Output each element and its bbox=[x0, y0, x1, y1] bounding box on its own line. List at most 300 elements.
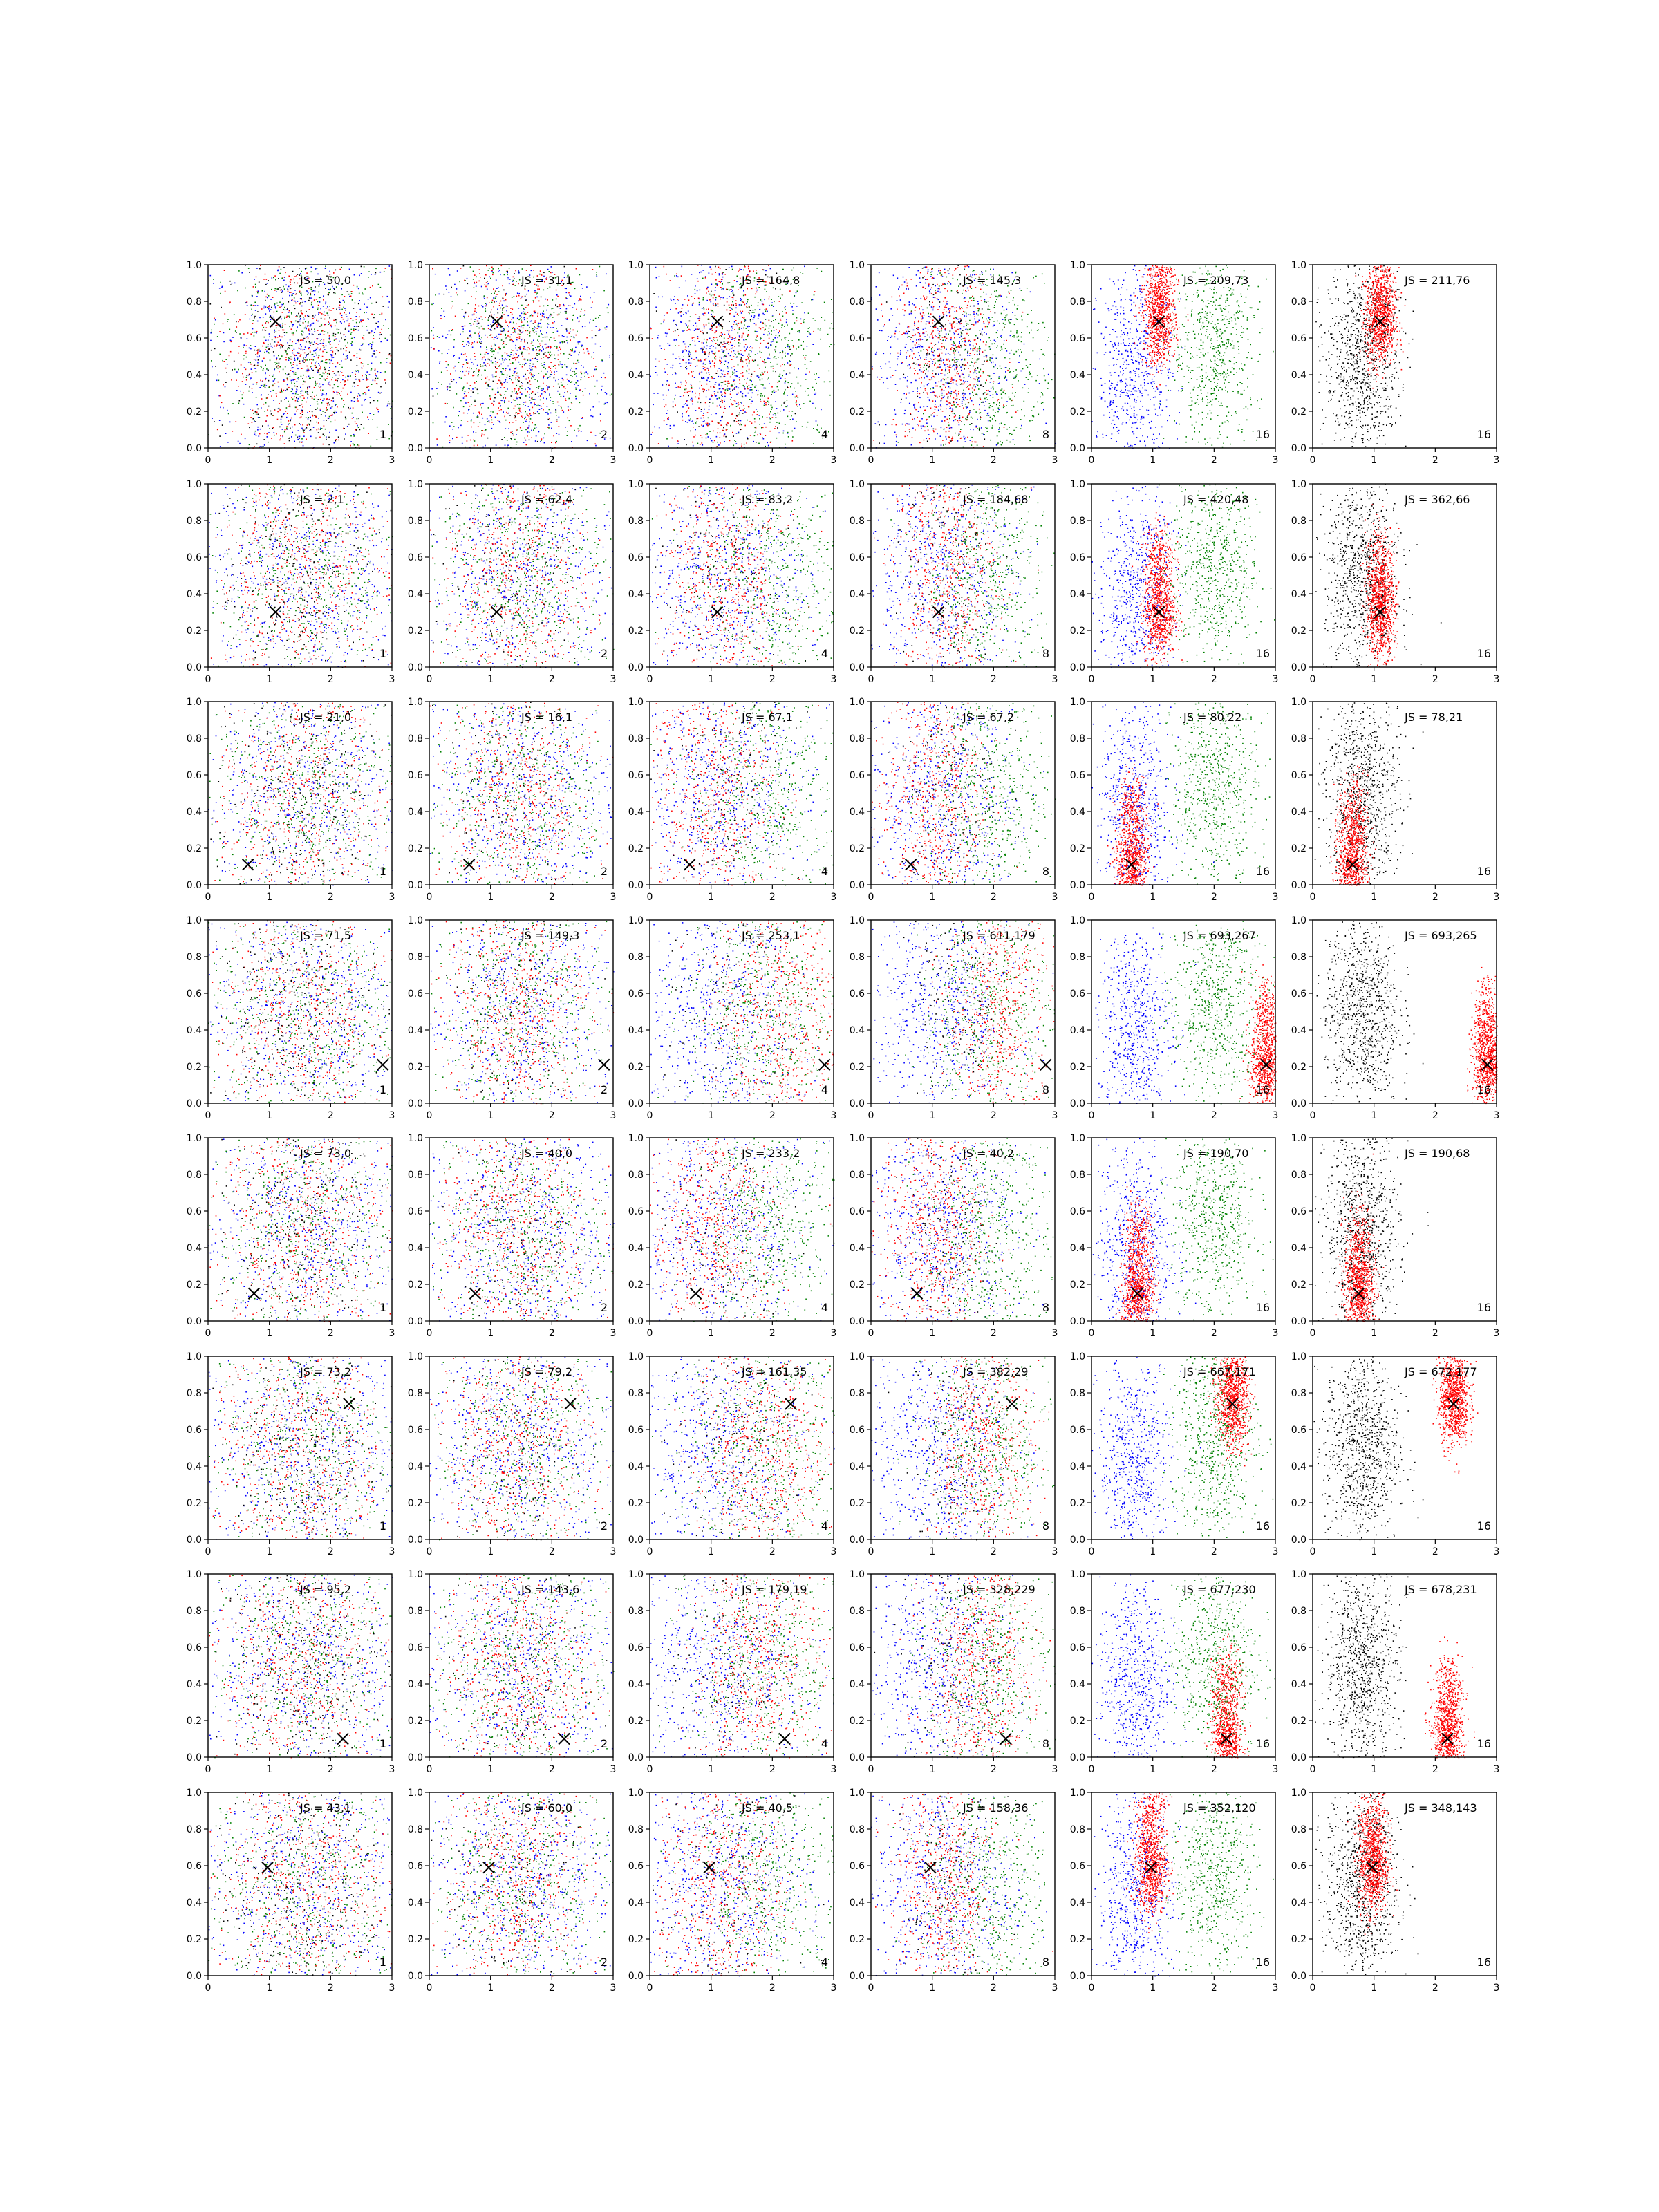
data-point bbox=[559, 417, 560, 418]
data-point bbox=[533, 270, 534, 271]
data-point bbox=[573, 363, 574, 364]
data-point bbox=[328, 418, 329, 419]
data-point bbox=[274, 369, 275, 371]
data-point bbox=[512, 284, 514, 285]
data-point bbox=[524, 438, 525, 439]
data-point bbox=[559, 362, 561, 363]
data-point bbox=[341, 309, 343, 310]
data-point bbox=[487, 353, 489, 355]
data-point bbox=[353, 330, 355, 332]
data-point bbox=[581, 377, 582, 378]
data-point bbox=[379, 393, 381, 394]
data-point bbox=[380, 362, 382, 364]
data-point bbox=[485, 370, 486, 371]
data-point bbox=[538, 336, 540, 337]
data-point bbox=[289, 440, 290, 442]
data-point bbox=[335, 430, 337, 431]
data-point bbox=[536, 427, 537, 428]
data-point bbox=[271, 395, 272, 397]
data-point bbox=[303, 384, 304, 385]
data-point bbox=[268, 370, 269, 371]
data-point bbox=[278, 278, 279, 279]
data-point bbox=[256, 384, 258, 385]
data-point bbox=[548, 424, 550, 426]
data-point bbox=[478, 393, 479, 395]
data-point bbox=[548, 352, 550, 353]
data-point bbox=[554, 371, 555, 373]
data-point bbox=[344, 321, 345, 323]
data-point bbox=[538, 413, 540, 415]
data-point bbox=[462, 437, 463, 438]
data-point bbox=[247, 301, 248, 303]
data-point bbox=[545, 348, 546, 349]
data-point bbox=[293, 362, 294, 363]
data-point bbox=[248, 423, 250, 424]
data-point bbox=[496, 294, 498, 295]
data-point bbox=[516, 442, 518, 443]
data-point bbox=[353, 320, 354, 321]
data-point bbox=[530, 360, 532, 362]
data-point bbox=[262, 346, 263, 347]
data-point bbox=[274, 362, 276, 363]
data-point bbox=[335, 440, 337, 442]
data-point bbox=[278, 382, 279, 383]
data-point bbox=[278, 355, 279, 357]
data-point bbox=[547, 319, 549, 320]
data-point bbox=[329, 306, 330, 307]
data-point bbox=[265, 373, 266, 375]
data-point bbox=[245, 438, 246, 440]
data-point bbox=[326, 362, 328, 364]
data-point bbox=[472, 315, 474, 316]
data-point bbox=[491, 334, 492, 335]
data-point bbox=[457, 270, 458, 272]
data-point bbox=[325, 268, 326, 269]
data-point bbox=[543, 438, 545, 439]
data-point bbox=[352, 372, 353, 373]
data-point bbox=[225, 368, 227, 369]
data-point bbox=[518, 355, 520, 357]
data-point bbox=[297, 409, 299, 410]
data-point bbox=[321, 343, 322, 344]
data-point bbox=[552, 299, 554, 301]
data-point bbox=[537, 326, 538, 327]
data-point bbox=[525, 299, 527, 301]
data-point bbox=[325, 415, 326, 417]
data-point bbox=[535, 320, 536, 321]
data-point bbox=[238, 270, 240, 272]
data-point bbox=[366, 379, 368, 381]
data-point bbox=[530, 415, 532, 416]
data-point bbox=[571, 350, 572, 352]
data-point bbox=[315, 365, 316, 366]
data-point bbox=[516, 434, 517, 435]
data-point bbox=[609, 357, 610, 358]
y-tick-label: 0.8 bbox=[187, 297, 202, 308]
data-point bbox=[495, 394, 496, 395]
data-point bbox=[590, 415, 592, 417]
data-point bbox=[305, 357, 306, 358]
data-point bbox=[311, 304, 312, 306]
data-point bbox=[256, 382, 258, 383]
data-point bbox=[343, 400, 344, 401]
data-point bbox=[529, 400, 531, 401]
data-point bbox=[512, 362, 514, 364]
data-point bbox=[315, 438, 317, 439]
data-point bbox=[313, 399, 315, 400]
data-point bbox=[257, 291, 259, 292]
data-point bbox=[600, 346, 601, 347]
data-point bbox=[366, 375, 367, 377]
data-point bbox=[486, 347, 487, 348]
data-point bbox=[513, 327, 514, 328]
data-point bbox=[359, 293, 360, 294]
data-point bbox=[461, 378, 462, 379]
data-point bbox=[523, 331, 524, 332]
data-point bbox=[565, 400, 567, 401]
data-point bbox=[552, 308, 553, 310]
data-point bbox=[232, 431, 234, 432]
data-point bbox=[460, 268, 462, 269]
data-point bbox=[491, 346, 492, 347]
data-point bbox=[371, 346, 373, 348]
data-point bbox=[262, 290, 263, 292]
data-point bbox=[479, 332, 480, 333]
data-point bbox=[291, 382, 292, 383]
data-point bbox=[328, 384, 329, 385]
data-point bbox=[489, 420, 490, 422]
data-point bbox=[335, 334, 337, 335]
data-point bbox=[359, 358, 361, 359]
data-point bbox=[473, 431, 474, 433]
data-point bbox=[294, 354, 295, 355]
data-point bbox=[463, 397, 465, 399]
data-point bbox=[521, 305, 523, 306]
data-point bbox=[523, 346, 525, 348]
data-point bbox=[496, 444, 497, 446]
data-point bbox=[325, 266, 326, 268]
data-point bbox=[356, 319, 357, 320]
data-point bbox=[303, 338, 305, 339]
data-point bbox=[525, 405, 526, 406]
data-point bbox=[353, 435, 355, 437]
data-point bbox=[285, 351, 287, 353]
data-point bbox=[485, 335, 486, 336]
data-point bbox=[494, 339, 495, 340]
data-point bbox=[250, 379, 251, 380]
data-point bbox=[480, 354, 482, 355]
data-point bbox=[325, 379, 326, 381]
data-point bbox=[379, 352, 381, 353]
data-point bbox=[510, 308, 512, 309]
data-point bbox=[498, 380, 500, 382]
data-point bbox=[249, 444, 250, 446]
data-point bbox=[509, 356, 511, 357]
data-point bbox=[371, 446, 372, 447]
data-point bbox=[541, 408, 543, 409]
data-point bbox=[571, 441, 572, 442]
data-point bbox=[506, 271, 507, 272]
data-point bbox=[276, 433, 277, 435]
data-point bbox=[292, 432, 293, 433]
data-point bbox=[539, 344, 541, 345]
data-point bbox=[317, 404, 319, 405]
data-point bbox=[263, 342, 265, 344]
data-point bbox=[282, 330, 283, 331]
data-point bbox=[554, 321, 555, 323]
data-point bbox=[268, 322, 269, 324]
data-point bbox=[259, 435, 260, 437]
data-point bbox=[255, 346, 256, 347]
data-point bbox=[346, 418, 347, 420]
data-point bbox=[545, 337, 546, 338]
data-point bbox=[327, 409, 328, 411]
data-point bbox=[535, 440, 536, 442]
data-point bbox=[350, 343, 352, 344]
data-point bbox=[301, 306, 303, 307]
data-point bbox=[515, 416, 516, 418]
data-point bbox=[518, 376, 519, 377]
data-point bbox=[592, 330, 593, 331]
data-point bbox=[373, 353, 375, 355]
data-point bbox=[529, 416, 530, 418]
data-point bbox=[309, 378, 310, 379]
data-point bbox=[524, 313, 525, 315]
data-point bbox=[344, 308, 346, 309]
data-point bbox=[288, 387, 290, 388]
data-point bbox=[562, 367, 563, 368]
data-point bbox=[541, 388, 543, 389]
data-point bbox=[561, 364, 563, 366]
data-point bbox=[500, 327, 501, 328]
data-point bbox=[539, 323, 541, 324]
data-point bbox=[377, 407, 378, 409]
data-point bbox=[265, 340, 267, 341]
data-point bbox=[509, 378, 511, 379]
data-point bbox=[351, 338, 353, 339]
data-point bbox=[253, 418, 254, 420]
data-point bbox=[603, 373, 605, 374]
data-point bbox=[264, 384, 265, 386]
data-point bbox=[359, 317, 360, 318]
data-point bbox=[534, 402, 535, 404]
data-point bbox=[254, 434, 256, 435]
data-point bbox=[268, 346, 269, 348]
data-point bbox=[263, 279, 265, 280]
data-point bbox=[322, 356, 324, 357]
data-point bbox=[281, 355, 283, 357]
data-point bbox=[521, 325, 523, 326]
data-point bbox=[259, 355, 260, 357]
data-point bbox=[359, 429, 361, 430]
data-point bbox=[279, 409, 281, 411]
data-point bbox=[510, 363, 512, 364]
data-point bbox=[570, 354, 571, 355]
data-point bbox=[446, 289, 447, 290]
data-point bbox=[300, 391, 301, 392]
data-point bbox=[597, 380, 598, 382]
data-point bbox=[550, 355, 552, 357]
data-point bbox=[323, 299, 324, 301]
data-point bbox=[581, 365, 582, 366]
data-point bbox=[274, 288, 276, 290]
data-point bbox=[547, 269, 549, 270]
data-point bbox=[341, 348, 342, 350]
data-point bbox=[482, 328, 483, 330]
data-point bbox=[532, 422, 533, 424]
data-point bbox=[364, 266, 365, 268]
data-point bbox=[519, 334, 521, 335]
data-point bbox=[280, 392, 281, 393]
data-point bbox=[543, 397, 544, 399]
data-point bbox=[311, 329, 312, 330]
data-point bbox=[273, 317, 274, 318]
data-point bbox=[367, 330, 368, 331]
data-point bbox=[500, 409, 502, 411]
data-point bbox=[252, 372, 253, 373]
data-point bbox=[321, 324, 323, 326]
data-point bbox=[550, 397, 552, 398]
data-point bbox=[566, 292, 568, 294]
data-point bbox=[576, 368, 577, 370]
data-point bbox=[258, 417, 259, 418]
data-point bbox=[537, 380, 538, 382]
data-point bbox=[547, 288, 549, 289]
data-point bbox=[310, 297, 312, 299]
data-point bbox=[543, 313, 545, 315]
data-point bbox=[543, 290, 545, 291]
data-point bbox=[310, 287, 312, 288]
data-point bbox=[456, 382, 457, 384]
data-point bbox=[485, 364, 486, 365]
data-point bbox=[288, 276, 290, 277]
data-point bbox=[304, 301, 306, 303]
data-point bbox=[504, 394, 505, 395]
data-point bbox=[572, 381, 573, 382]
data-point bbox=[307, 388, 308, 390]
data-point bbox=[259, 317, 261, 319]
data-point bbox=[368, 318, 369, 319]
data-point bbox=[268, 352, 269, 353]
data-point bbox=[344, 428, 345, 429]
data-point bbox=[515, 406, 516, 407]
data-point bbox=[368, 332, 370, 334]
data-point bbox=[516, 337, 518, 339]
data-point bbox=[261, 366, 262, 368]
data-point bbox=[364, 339, 365, 340]
data-point bbox=[238, 441, 239, 442]
data-point bbox=[291, 359, 292, 360]
data-point bbox=[496, 376, 497, 377]
data-point bbox=[329, 292, 330, 294]
data-point bbox=[523, 442, 525, 443]
data-point bbox=[212, 366, 213, 368]
data-point bbox=[544, 442, 545, 444]
data-point bbox=[574, 337, 575, 339]
data-point bbox=[533, 412, 534, 413]
data-point bbox=[506, 306, 507, 307]
data-point bbox=[330, 344, 331, 345]
data-point bbox=[538, 341, 539, 342]
data-point bbox=[505, 321, 507, 323]
data-point bbox=[287, 379, 288, 380]
data-point bbox=[579, 390, 581, 391]
data-point bbox=[310, 366, 312, 367]
data-point bbox=[348, 325, 350, 326]
data-point bbox=[571, 402, 572, 403]
data-point bbox=[600, 414, 601, 415]
data-point bbox=[521, 321, 523, 323]
data-point bbox=[339, 309, 341, 310]
data-point bbox=[289, 310, 290, 312]
data-point bbox=[502, 304, 503, 306]
data-point bbox=[471, 427, 472, 428]
subplot-1-1 bbox=[187, 260, 395, 466]
data-point bbox=[307, 336, 308, 337]
data-point bbox=[345, 328, 346, 329]
data-point bbox=[301, 346, 302, 348]
data-point bbox=[312, 318, 314, 319]
data-point bbox=[542, 313, 543, 315]
data-point bbox=[513, 355, 514, 356]
data-point bbox=[531, 375, 532, 376]
data-point bbox=[559, 313, 560, 315]
data-point bbox=[495, 372, 496, 373]
data-point bbox=[257, 362, 259, 364]
data-point bbox=[534, 428, 536, 429]
data-point bbox=[292, 335, 294, 336]
data-point bbox=[492, 377, 494, 378]
data-point bbox=[354, 326, 355, 327]
data-point bbox=[261, 308, 263, 310]
data-point bbox=[505, 337, 506, 339]
data-point bbox=[301, 333, 302, 335]
data-point bbox=[276, 346, 277, 347]
data-point bbox=[358, 393, 359, 394]
data-point bbox=[473, 440, 474, 441]
data-point bbox=[516, 398, 518, 400]
data-point bbox=[244, 417, 245, 418]
data-point bbox=[556, 441, 557, 442]
data-point bbox=[500, 274, 501, 276]
data-point bbox=[385, 319, 386, 321]
data-point bbox=[295, 321, 297, 322]
data-point bbox=[574, 303, 576, 305]
data-point bbox=[347, 426, 348, 427]
data-point bbox=[371, 344, 373, 346]
data-point bbox=[583, 395, 584, 396]
data-point bbox=[375, 370, 376, 371]
data-point bbox=[516, 324, 517, 325]
data-point bbox=[257, 321, 259, 322]
data-point bbox=[308, 316, 310, 317]
data-point bbox=[331, 355, 332, 357]
data-point bbox=[529, 413, 531, 415]
data-point bbox=[513, 280, 514, 281]
data-point bbox=[282, 429, 283, 430]
data-point bbox=[310, 351, 311, 353]
data-point bbox=[610, 395, 611, 396]
data-point bbox=[239, 319, 241, 321]
data-point bbox=[515, 371, 516, 372]
data-point bbox=[318, 432, 319, 433]
data-point bbox=[358, 418, 359, 420]
data-point bbox=[491, 403, 493, 404]
data-point bbox=[376, 350, 377, 351]
data-point bbox=[223, 384, 224, 386]
data-point bbox=[541, 333, 542, 335]
data-point bbox=[471, 396, 472, 397]
